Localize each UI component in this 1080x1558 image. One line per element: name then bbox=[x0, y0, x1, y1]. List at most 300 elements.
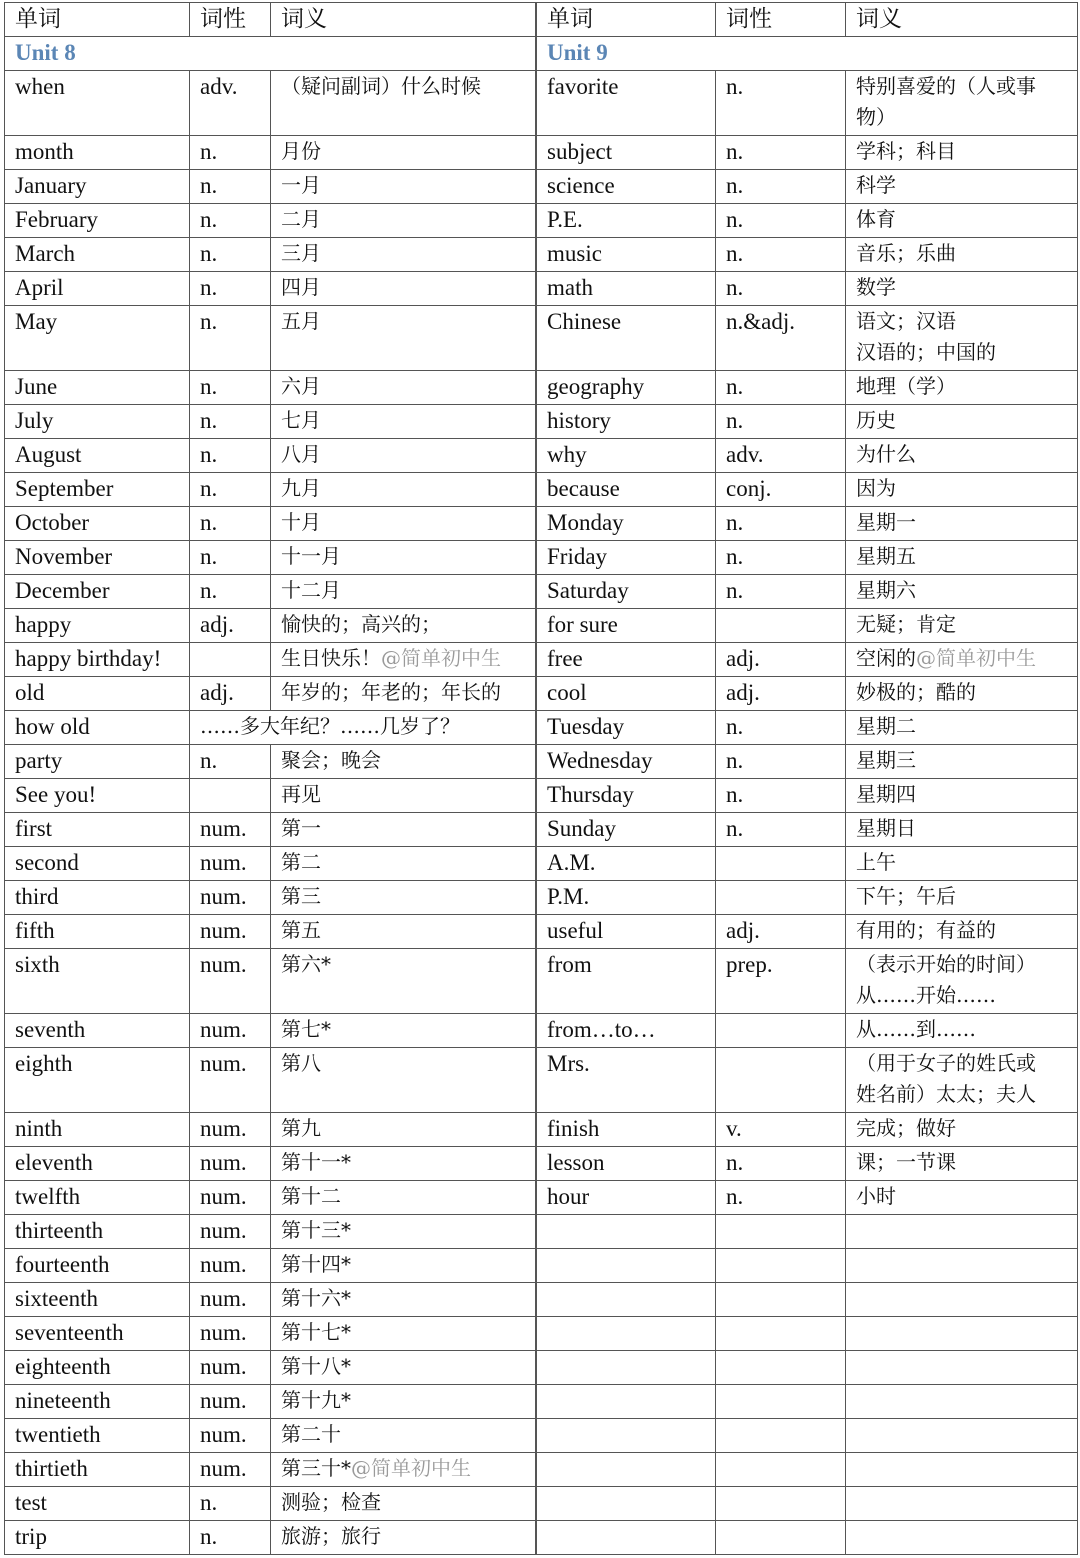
meaning-cell bbox=[846, 779, 1078, 813]
meaning-cell bbox=[271, 1113, 536, 1147]
meaning-text: 第三十* bbox=[281, 1456, 351, 1480]
word-cell: trip bbox=[5, 1521, 190, 1555]
pos-cell: n. bbox=[716, 745, 846, 779]
word-cell: November bbox=[5, 541, 190, 575]
meaning-text: 愉快的；高兴的； bbox=[281, 612, 441, 636]
pos-cell: num. bbox=[190, 1048, 271, 1113]
meaning-cell bbox=[846, 1048, 1078, 1113]
word-cell: third bbox=[5, 881, 190, 915]
meaning-text-line2: 姓名前）太太；夫人 bbox=[856, 1082, 1036, 1106]
table-row bbox=[5, 575, 536, 609]
pos-cell: num. bbox=[190, 949, 271, 1014]
pos-cell: adv. bbox=[190, 71, 271, 136]
table-row bbox=[5, 881, 536, 915]
table-row bbox=[5, 1147, 536, 1181]
pos-cell: n. bbox=[716, 371, 846, 405]
pos-cell: n. bbox=[716, 170, 846, 204]
pos-cell: n. bbox=[190, 405, 271, 439]
pos-cell bbox=[716, 1351, 846, 1385]
word-cell: August bbox=[5, 439, 190, 473]
meaning-text: 体育 bbox=[856, 207, 896, 231]
word-cell bbox=[537, 1521, 716, 1555]
word-cell: finish bbox=[537, 1113, 716, 1147]
watermark-text: @简单初中生 bbox=[351, 1456, 471, 1480]
pos-cell: n. bbox=[716, 136, 846, 170]
table-row bbox=[537, 405, 1078, 439]
meaning-cell bbox=[271, 677, 536, 711]
word-cell: September bbox=[5, 473, 190, 507]
vocab-table-unit9 bbox=[536, 2, 1078, 1555]
meaning-cell bbox=[271, 609, 536, 643]
word-cell: when bbox=[5, 71, 190, 136]
watermark-text: @简单初中生 bbox=[381, 646, 501, 670]
meaning-text: 月份 bbox=[281, 139, 321, 163]
word-cell: fourteenth bbox=[5, 1249, 190, 1283]
table-row bbox=[5, 677, 536, 711]
word-cell: lesson bbox=[537, 1147, 716, 1181]
meaning-cell bbox=[271, 1487, 536, 1521]
word-cell: March bbox=[5, 238, 190, 272]
meaning-cell bbox=[271, 238, 536, 272]
table-row bbox=[5, 473, 536, 507]
meaning-text: 妙极的；酷的 bbox=[856, 680, 976, 704]
meaning-text: 第六* bbox=[281, 952, 331, 976]
pos-cell: n. bbox=[190, 473, 271, 507]
word-cell: thirtieth bbox=[5, 1453, 190, 1487]
table-row bbox=[537, 473, 1078, 507]
meaning-text: 年岁的；年老的；年长的 bbox=[281, 680, 501, 704]
word-cell: test bbox=[5, 1487, 190, 1521]
meaning-cell bbox=[846, 306, 1078, 371]
word-cell: seventh bbox=[5, 1014, 190, 1048]
meaning-cell bbox=[271, 1181, 536, 1215]
word-cell: science bbox=[537, 170, 716, 204]
meaning-cell bbox=[271, 813, 536, 847]
word-cell: Thursday bbox=[537, 779, 716, 813]
word-cell: A.M. bbox=[537, 847, 716, 881]
word-cell: eleventh bbox=[5, 1147, 190, 1181]
meaning-text: 六月 bbox=[281, 374, 321, 398]
meaning-cell bbox=[846, 1453, 1078, 1487]
meaning-text: 五月 bbox=[281, 309, 321, 333]
word-cell: May bbox=[5, 306, 190, 371]
meaning-cell bbox=[846, 204, 1078, 238]
table-row bbox=[537, 1283, 1078, 1317]
word-cell: month bbox=[5, 136, 190, 170]
meaning-text: 七月 bbox=[281, 408, 321, 432]
meaning-text: 语文；汉语 bbox=[856, 309, 956, 333]
table-row bbox=[537, 136, 1078, 170]
meaning-cell bbox=[271, 643, 536, 677]
meaning-cell bbox=[846, 1014, 1078, 1048]
pos-cell: adj. bbox=[190, 677, 271, 711]
meaning-text: 科学 bbox=[856, 173, 896, 197]
meaning-text: 星期四 bbox=[856, 782, 916, 806]
meaning-cell bbox=[846, 1487, 1078, 1521]
table-row bbox=[5, 272, 536, 306]
meaning-text: 下午；午后 bbox=[856, 884, 956, 908]
meaning-cell: ……多大年纪？……几岁了？ bbox=[190, 711, 536, 745]
meaning-cell bbox=[846, 1317, 1078, 1351]
table-row bbox=[537, 711, 1078, 745]
word-cell: See you! bbox=[5, 779, 190, 813]
table-row bbox=[537, 813, 1078, 847]
table-row bbox=[537, 1215, 1078, 1249]
meaning-cell bbox=[271, 371, 536, 405]
meaning-text: 第二十 bbox=[281, 1422, 341, 1446]
pos-cell: n. bbox=[716, 1181, 846, 1215]
meaning-text: 聚会；晚会 bbox=[281, 748, 381, 772]
pos-cell bbox=[716, 881, 846, 915]
meaning-text: 十二月 bbox=[281, 578, 341, 602]
meaning-cell bbox=[271, 1453, 536, 1487]
table-row bbox=[5, 1181, 536, 1215]
word-cell: April bbox=[5, 272, 190, 306]
meaning-text: 地理（学） bbox=[856, 374, 956, 398]
word-cell: hour bbox=[537, 1181, 716, 1215]
meaning-cell bbox=[846, 1249, 1078, 1283]
meaning-text: 数学 bbox=[856, 275, 896, 299]
meaning-text: 第十一* bbox=[281, 1150, 351, 1174]
meaning-text: 历史 bbox=[856, 408, 896, 432]
meaning-text: 为什么 bbox=[856, 442, 916, 466]
meaning-text: 课；一节课 bbox=[856, 1150, 956, 1174]
meaning-text: 第五 bbox=[281, 918, 321, 942]
word-cell: Sunday bbox=[537, 813, 716, 847]
pos-cell: n. bbox=[716, 575, 846, 609]
word-cell: seventeenth bbox=[5, 1317, 190, 1351]
meaning-cell bbox=[846, 1385, 1078, 1419]
meaning-cell bbox=[846, 711, 1078, 745]
table-row bbox=[5, 1487, 536, 1521]
table-row bbox=[5, 507, 536, 541]
word-cell: October bbox=[5, 507, 190, 541]
table-row bbox=[5, 847, 536, 881]
meaning-cell bbox=[271, 1249, 536, 1283]
meaning-text: 星期三 bbox=[856, 748, 916, 772]
table-row bbox=[537, 1181, 1078, 1215]
table-row bbox=[537, 1453, 1078, 1487]
pos-cell: adv. bbox=[716, 439, 846, 473]
word-cell bbox=[537, 1249, 716, 1283]
meaning-cell bbox=[846, 881, 1078, 915]
table-row bbox=[5, 136, 536, 170]
table-row bbox=[5, 609, 536, 643]
meaning-cell bbox=[846, 473, 1078, 507]
table-row bbox=[5, 1113, 536, 1147]
table-row bbox=[537, 1521, 1078, 1555]
meaning-text: 有用的；有益的 bbox=[856, 918, 996, 942]
table-row bbox=[537, 541, 1078, 575]
unit-title: Unit 9 bbox=[537, 37, 1078, 71]
pos-cell bbox=[716, 1487, 846, 1521]
table-row bbox=[537, 575, 1078, 609]
meaning-cell bbox=[271, 1521, 536, 1555]
pos-cell: num. bbox=[190, 1215, 271, 1249]
meaning-text: 空闲的 bbox=[856, 646, 916, 670]
table-row bbox=[537, 779, 1078, 813]
pos-cell: num. bbox=[190, 1351, 271, 1385]
table-row bbox=[537, 949, 1078, 1014]
meaning-cell bbox=[846, 272, 1078, 306]
table-row bbox=[5, 1351, 536, 1385]
meaning-text: 第二 bbox=[281, 850, 321, 874]
table-row bbox=[5, 306, 536, 371]
meaning-text: 学科；科目 bbox=[856, 139, 956, 163]
header-word: 单词 bbox=[5, 3, 190, 37]
pos-cell: num. bbox=[190, 1317, 271, 1351]
table-row bbox=[5, 1249, 536, 1283]
word-cell: history bbox=[537, 405, 716, 439]
word-cell: happy bbox=[5, 609, 190, 643]
meaning-cell bbox=[271, 136, 536, 170]
word-cell: favorite bbox=[537, 71, 716, 136]
table-row bbox=[537, 847, 1078, 881]
meaning-text: 再见 bbox=[281, 782, 321, 806]
word-cell: first bbox=[5, 813, 190, 847]
meaning-text: 第一 bbox=[281, 816, 321, 840]
meaning-text: 一月 bbox=[281, 173, 321, 197]
table-row bbox=[537, 609, 1078, 643]
meaning-text: 四月 bbox=[281, 275, 321, 299]
pos-cell bbox=[716, 1283, 846, 1317]
meaning-text: 第十七* bbox=[281, 1320, 351, 1344]
word-cell: for sure bbox=[537, 609, 716, 643]
table-row bbox=[537, 1317, 1078, 1351]
word-cell bbox=[537, 1283, 716, 1317]
word-cell: July bbox=[5, 405, 190, 439]
pos-cell: n. bbox=[716, 711, 846, 745]
table-row bbox=[537, 915, 1078, 949]
meaning-text: 第十六* bbox=[281, 1286, 351, 1310]
pos-cell: n. bbox=[190, 575, 271, 609]
table-row bbox=[5, 1419, 536, 1453]
word-cell: happy birthday! bbox=[5, 643, 190, 677]
table-row bbox=[537, 238, 1078, 272]
word-cell: ninth bbox=[5, 1113, 190, 1147]
pos-cell bbox=[716, 1249, 846, 1283]
table-row bbox=[537, 272, 1078, 306]
pos-cell: num. bbox=[190, 1014, 271, 1048]
meaning-text: 星期五 bbox=[856, 544, 916, 568]
meaning-cell bbox=[846, 745, 1078, 779]
meaning-text: 第十二 bbox=[281, 1184, 341, 1208]
table-row bbox=[5, 238, 536, 272]
meaning-cell bbox=[271, 915, 536, 949]
meaning-cell bbox=[271, 575, 536, 609]
table-row bbox=[5, 915, 536, 949]
pos-cell: n. bbox=[190, 1487, 271, 1521]
table-row bbox=[5, 1521, 536, 1555]
meaning-cell bbox=[271, 949, 536, 1014]
word-cell: Chinese bbox=[537, 306, 716, 371]
meaning-cell bbox=[846, 71, 1078, 136]
meaning-cell bbox=[846, 1113, 1078, 1147]
header-pos: 词性 bbox=[190, 3, 271, 37]
pos-cell: n. bbox=[190, 745, 271, 779]
meaning-cell bbox=[271, 847, 536, 881]
meaning-cell bbox=[846, 1283, 1078, 1317]
pos-cell: n. bbox=[716, 272, 846, 306]
word-cell: eighteenth bbox=[5, 1351, 190, 1385]
pos-cell: adj. bbox=[716, 915, 846, 949]
table-row bbox=[537, 306, 1078, 371]
meaning-cell bbox=[846, 1419, 1078, 1453]
word-cell: music bbox=[537, 238, 716, 272]
table-row bbox=[5, 813, 536, 847]
pos-cell: num. bbox=[190, 1283, 271, 1317]
meaning-cell bbox=[846, 575, 1078, 609]
meaning-cell bbox=[846, 136, 1078, 170]
word-cell: fifth bbox=[5, 915, 190, 949]
word-cell: P.M. bbox=[537, 881, 716, 915]
pos-cell bbox=[190, 643, 271, 677]
pos-cell: n. bbox=[190, 136, 271, 170]
pos-cell: n. bbox=[716, 71, 846, 136]
word-cell: Tuesday bbox=[537, 711, 716, 745]
meaning-text: 第九 bbox=[281, 1116, 321, 1140]
pos-cell: n. bbox=[190, 507, 271, 541]
word-cell: twentieth bbox=[5, 1419, 190, 1453]
vocab-table-unit8 bbox=[4, 2, 536, 1555]
pos-cell: num. bbox=[190, 1113, 271, 1147]
pos-cell: n.&adj. bbox=[716, 306, 846, 371]
pos-cell: n. bbox=[716, 507, 846, 541]
meaning-text: 星期日 bbox=[856, 816, 916, 840]
word-cell: twelfth bbox=[5, 1181, 190, 1215]
pos-cell: n. bbox=[190, 541, 271, 575]
meaning-cell bbox=[846, 1215, 1078, 1249]
word-cell bbox=[537, 1453, 716, 1487]
word-cell: cool bbox=[537, 677, 716, 711]
pos-cell: n. bbox=[190, 272, 271, 306]
word-cell bbox=[537, 1215, 716, 1249]
meaning-text: 三月 bbox=[281, 241, 321, 265]
table-row bbox=[537, 507, 1078, 541]
pos-cell bbox=[716, 1385, 846, 1419]
header-meaning: 词义 bbox=[846, 3, 1078, 37]
word-cell: math bbox=[537, 272, 716, 306]
word-cell: from bbox=[537, 949, 716, 1014]
table-row bbox=[5, 949, 536, 1014]
meaning-cell bbox=[846, 1351, 1078, 1385]
word-cell: old bbox=[5, 677, 190, 711]
word-cell: free bbox=[537, 643, 716, 677]
table-row bbox=[537, 71, 1078, 136]
word-cell: eighth bbox=[5, 1048, 190, 1113]
table-row bbox=[537, 1385, 1078, 1419]
meaning-text: 二月 bbox=[281, 207, 321, 231]
meaning-text: 星期二 bbox=[856, 714, 916, 738]
word-cell: party bbox=[5, 745, 190, 779]
table-row bbox=[537, 1048, 1078, 1113]
meaning-cell bbox=[271, 745, 536, 779]
word-cell: geography bbox=[537, 371, 716, 405]
word-cell: how old bbox=[5, 711, 190, 745]
pos-cell: n. bbox=[716, 1147, 846, 1181]
table-row bbox=[5, 1317, 536, 1351]
word-cell bbox=[537, 1487, 716, 1521]
meaning-text: 完成；做好 bbox=[856, 1116, 956, 1140]
table-row bbox=[5, 1283, 536, 1317]
pos-cell: prep. bbox=[716, 949, 846, 1014]
meaning-text: （表示开始的时间） bbox=[856, 952, 1036, 976]
meaning-cell bbox=[846, 677, 1078, 711]
header-word: 单词 bbox=[537, 3, 716, 37]
table-row bbox=[5, 405, 536, 439]
pos-cell bbox=[716, 609, 846, 643]
pos-cell: num. bbox=[190, 813, 271, 847]
meaning-cell bbox=[271, 204, 536, 238]
table-row bbox=[5, 711, 536, 745]
pos-cell: num. bbox=[190, 1181, 271, 1215]
table-row bbox=[537, 439, 1078, 473]
pos-cell: n. bbox=[190, 306, 271, 371]
table-row bbox=[537, 1351, 1078, 1385]
pos-cell: n. bbox=[716, 779, 846, 813]
table-row bbox=[537, 881, 1078, 915]
pos-cell: n. bbox=[190, 439, 271, 473]
unit-row bbox=[5, 37, 536, 71]
meaning-text: 测验；检查 bbox=[281, 1490, 381, 1514]
table-row bbox=[537, 643, 1078, 677]
pos-cell: adj. bbox=[716, 677, 846, 711]
meaning-cell bbox=[846, 405, 1078, 439]
meaning-text: 特别喜爱的（人或事 bbox=[856, 74, 1036, 98]
meaning-cell bbox=[846, 1181, 1078, 1215]
meaning-cell bbox=[271, 779, 536, 813]
meaning-text-line2: 物） bbox=[856, 105, 896, 129]
meaning-text: 第十八* bbox=[281, 1354, 351, 1378]
pos-cell: num. bbox=[190, 915, 271, 949]
meaning-text: 八月 bbox=[281, 442, 321, 466]
pos-cell: num. bbox=[190, 1249, 271, 1283]
pos-cell bbox=[716, 1317, 846, 1351]
word-cell: Friday bbox=[537, 541, 716, 575]
table-row bbox=[5, 643, 536, 677]
word-cell: nineteenth bbox=[5, 1385, 190, 1419]
pos-cell: num. bbox=[190, 1147, 271, 1181]
table-row bbox=[537, 1147, 1078, 1181]
word-cell: January bbox=[5, 170, 190, 204]
pos-cell bbox=[716, 1048, 846, 1113]
word-cell: why bbox=[537, 439, 716, 473]
pos-cell: adj. bbox=[190, 609, 271, 643]
pos-cell: n. bbox=[190, 371, 271, 405]
header-pos: 词性 bbox=[716, 3, 846, 37]
meaning-text: （疑问副词）什么时候 bbox=[281, 74, 481, 98]
meaning-cell bbox=[271, 541, 536, 575]
table-row bbox=[537, 677, 1078, 711]
meaning-cell bbox=[271, 1283, 536, 1317]
meaning-text: 第八 bbox=[281, 1051, 321, 1075]
word-cell: sixteenth bbox=[5, 1283, 190, 1317]
table-row bbox=[537, 1113, 1078, 1147]
meaning-cell bbox=[271, 473, 536, 507]
meaning-text: 九月 bbox=[281, 476, 321, 500]
unit-row bbox=[537, 37, 1078, 71]
word-cell: Wednesday bbox=[537, 745, 716, 779]
meaning-cell bbox=[846, 170, 1078, 204]
header-row bbox=[5, 3, 536, 37]
meaning-cell bbox=[271, 170, 536, 204]
pos-cell: n. bbox=[190, 238, 271, 272]
pos-cell: n. bbox=[716, 541, 846, 575]
meaning-cell bbox=[846, 949, 1078, 1014]
meaning-cell bbox=[846, 813, 1078, 847]
pos-cell: n. bbox=[716, 238, 846, 272]
table-row bbox=[5, 204, 536, 238]
